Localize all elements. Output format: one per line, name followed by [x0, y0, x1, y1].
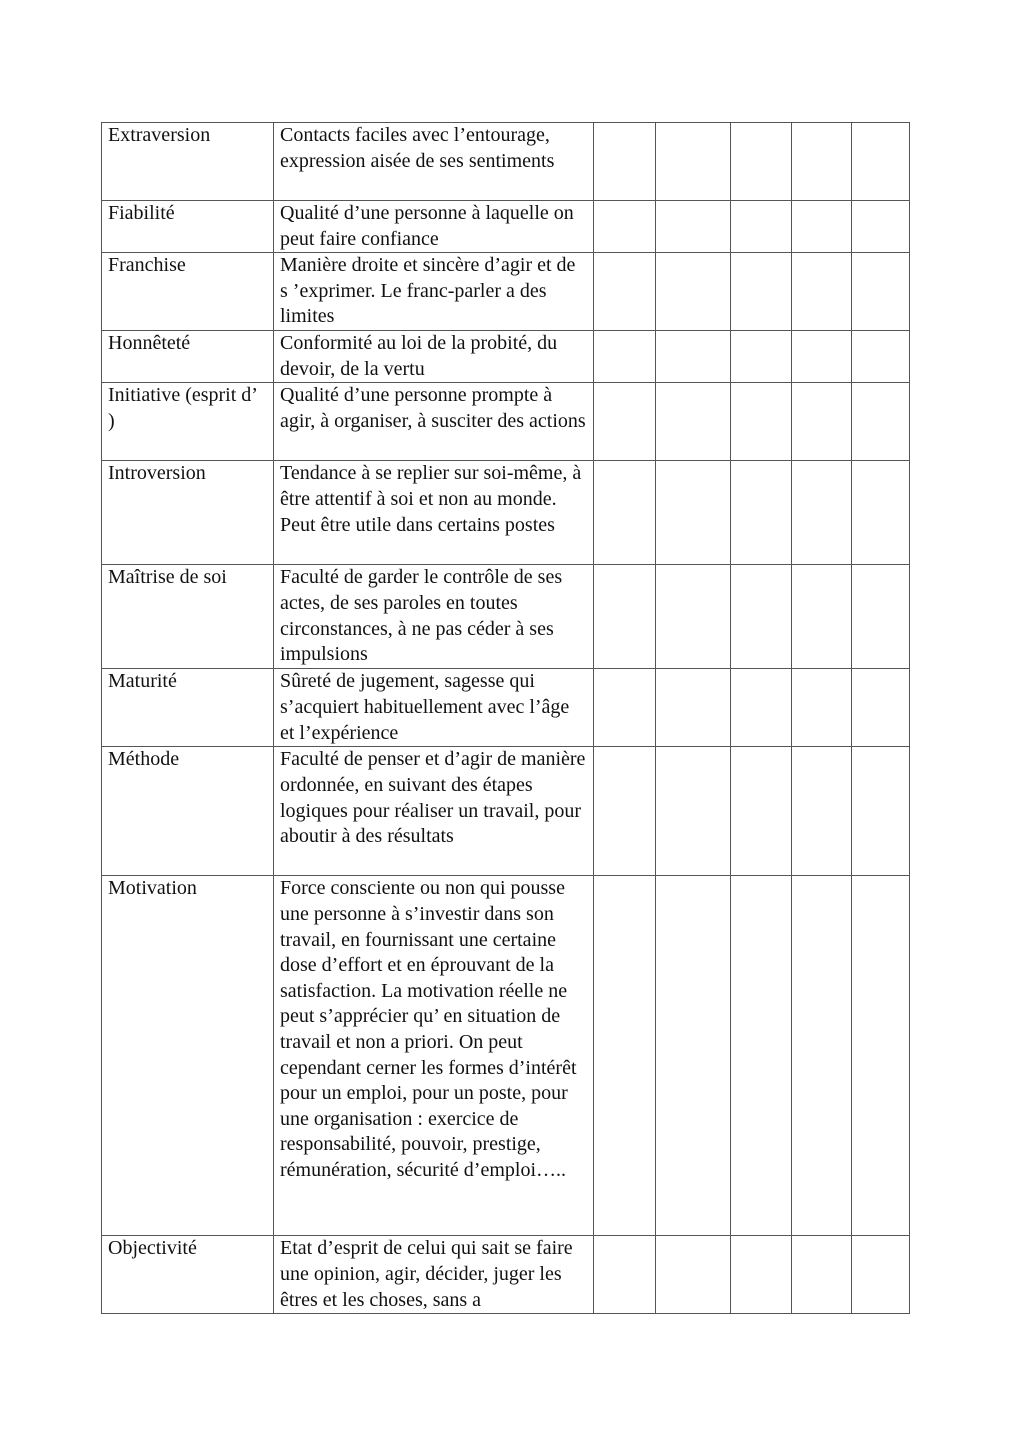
rating-cell: [792, 747, 852, 876]
rating-cell: [656, 253, 731, 331]
rating-cell: [594, 747, 656, 876]
rating-cell: [594, 383, 656, 461]
rating-cell: [731, 383, 792, 461]
rating-cell: [792, 461, 852, 565]
rating-cell: [852, 383, 910, 461]
rating-cell: [792, 123, 852, 201]
rating-cell: [594, 253, 656, 331]
trait-cell: Franchise: [102, 253, 274, 331]
rating-cell: [731, 565, 792, 669]
rating-cell: [731, 331, 792, 383]
rating-cell: [792, 669, 852, 747]
rating-cell: [594, 123, 656, 201]
trait-cell: Extraversion: [102, 123, 274, 201]
table-row: [102, 876, 910, 1236]
trait-cell: Honnêteté: [102, 331, 274, 383]
rating-cell: [852, 123, 910, 201]
rating-cell: [731, 1236, 792, 1314]
table-row: [102, 253, 910, 331]
rating-cell: [656, 565, 731, 669]
definition-cell: Faculté de garder le contrôle de ses actes, de ses paroles en toutes circonstances, à ne pas céder à ses impulsions: [274, 565, 594, 669]
rating-cell: [731, 461, 792, 565]
trait-cell: Objectivité: [102, 1236, 274, 1314]
rating-cell: [731, 253, 792, 331]
definition-cell: Tendance à se replier sur soi-même, à être attentif à soi et non au monde. Peut être utile dans certains postes: [274, 461, 594, 565]
rating-cell: [792, 876, 852, 1236]
rating-cell: [594, 201, 656, 253]
rating-cell: [594, 461, 656, 565]
definition-cell: Conformité au loi de la probité, du devoir, de la vertu: [274, 331, 594, 383]
definition-cell: Etat d’esprit de celui qui sait se faire une opinion, agir, décider, juger les êtres et les choses, sans a: [274, 1236, 594, 1314]
rating-cell: [594, 1236, 656, 1314]
rating-cell: [792, 1236, 852, 1314]
rating-cell: [656, 1236, 731, 1314]
trait-cell: Méthode: [102, 747, 274, 876]
rating-cell: [656, 123, 731, 201]
table-row: [102, 123, 910, 201]
rating-cell: [792, 383, 852, 461]
rating-cell: [852, 876, 910, 1236]
rating-cell: [656, 383, 731, 461]
rating-cell: [792, 201, 852, 253]
definition-cell: Manière droite et sincère d’agir et de s ’exprimer. Le franc-parler a des limites: [274, 253, 594, 331]
trait-cell: Fiabilité: [102, 201, 274, 253]
rating-cell: [656, 747, 731, 876]
rating-cell: [852, 461, 910, 565]
rating-cell: [852, 253, 910, 331]
table-row: [102, 331, 910, 383]
rating-cell: [656, 669, 731, 747]
rating-cell: [656, 876, 731, 1236]
rating-cell: [594, 331, 656, 383]
rating-cell: [594, 669, 656, 747]
rating-cell: [731, 747, 792, 876]
rating-cell: [731, 669, 792, 747]
rating-cell: [594, 876, 656, 1236]
definition-cell: Faculté de penser et d’agir de manière ordonnée, en suivant des étapes logiques pour réaliser un travail, pour aboutir à des résultats: [274, 747, 594, 876]
definition-cell: Qualité d’une personne à laquelle on peut faire confiance: [274, 201, 594, 253]
rating-cell: [731, 201, 792, 253]
traits-table: [101, 122, 910, 1314]
definition-cell: Qualité d’une personne prompte à agir, à organiser, à susciter des actions: [274, 383, 594, 461]
rating-cell: [852, 1236, 910, 1314]
traits-table-body: [102, 123, 910, 1314]
definition-cell: Contacts faciles avec l’entourage, expression aisée de ses sentiments: [274, 123, 594, 201]
rating-cell: [656, 201, 731, 253]
trait-cell: Introversion: [102, 461, 274, 565]
rating-cell: [852, 331, 910, 383]
trait-cell: Motivation: [102, 876, 274, 1236]
table-row: [102, 383, 910, 461]
rating-cell: [852, 747, 910, 876]
rating-cell: [852, 565, 910, 669]
rating-cell: [731, 876, 792, 1236]
table-row: [102, 565, 910, 669]
table-row: [102, 747, 910, 876]
rating-cell: [594, 565, 656, 669]
trait-cell: Maturité: [102, 669, 274, 747]
rating-cell: [792, 253, 852, 331]
table-row: [102, 461, 910, 565]
trait-cell: Initiative (esprit d’ ): [102, 383, 274, 461]
rating-cell: [656, 331, 731, 383]
table-row: [102, 201, 910, 253]
table-row: [102, 669, 910, 747]
definition-cell: Force consciente ou non qui pousse une personne à s’investir dans son travail, en fournissant une certaine dose d’effort et en éprouvant de la satisfaction. La motivation réelle ne peut s’apprécier qu’ en situation de travail et non a priori. On peut cependant cerner les formes d’intérêt pour un emploi, pour un poste, pour une organisation : exercice de responsabilité, pouvoir, prestige, rémunération, sécurité d’emploi…..: [274, 876, 594, 1236]
rating-cell: [792, 565, 852, 669]
definition-cell: Sûreté de jugement, sagesse qui s’acquiert habituellement avec l’âge et l’expérience: [274, 669, 594, 747]
table-row: [102, 1236, 910, 1314]
rating-cell: [852, 201, 910, 253]
trait-cell: Maîtrise de soi: [102, 565, 274, 669]
rating-cell: [852, 669, 910, 747]
rating-cell: [792, 331, 852, 383]
rating-cell: [731, 123, 792, 201]
rating-cell: [656, 461, 731, 565]
